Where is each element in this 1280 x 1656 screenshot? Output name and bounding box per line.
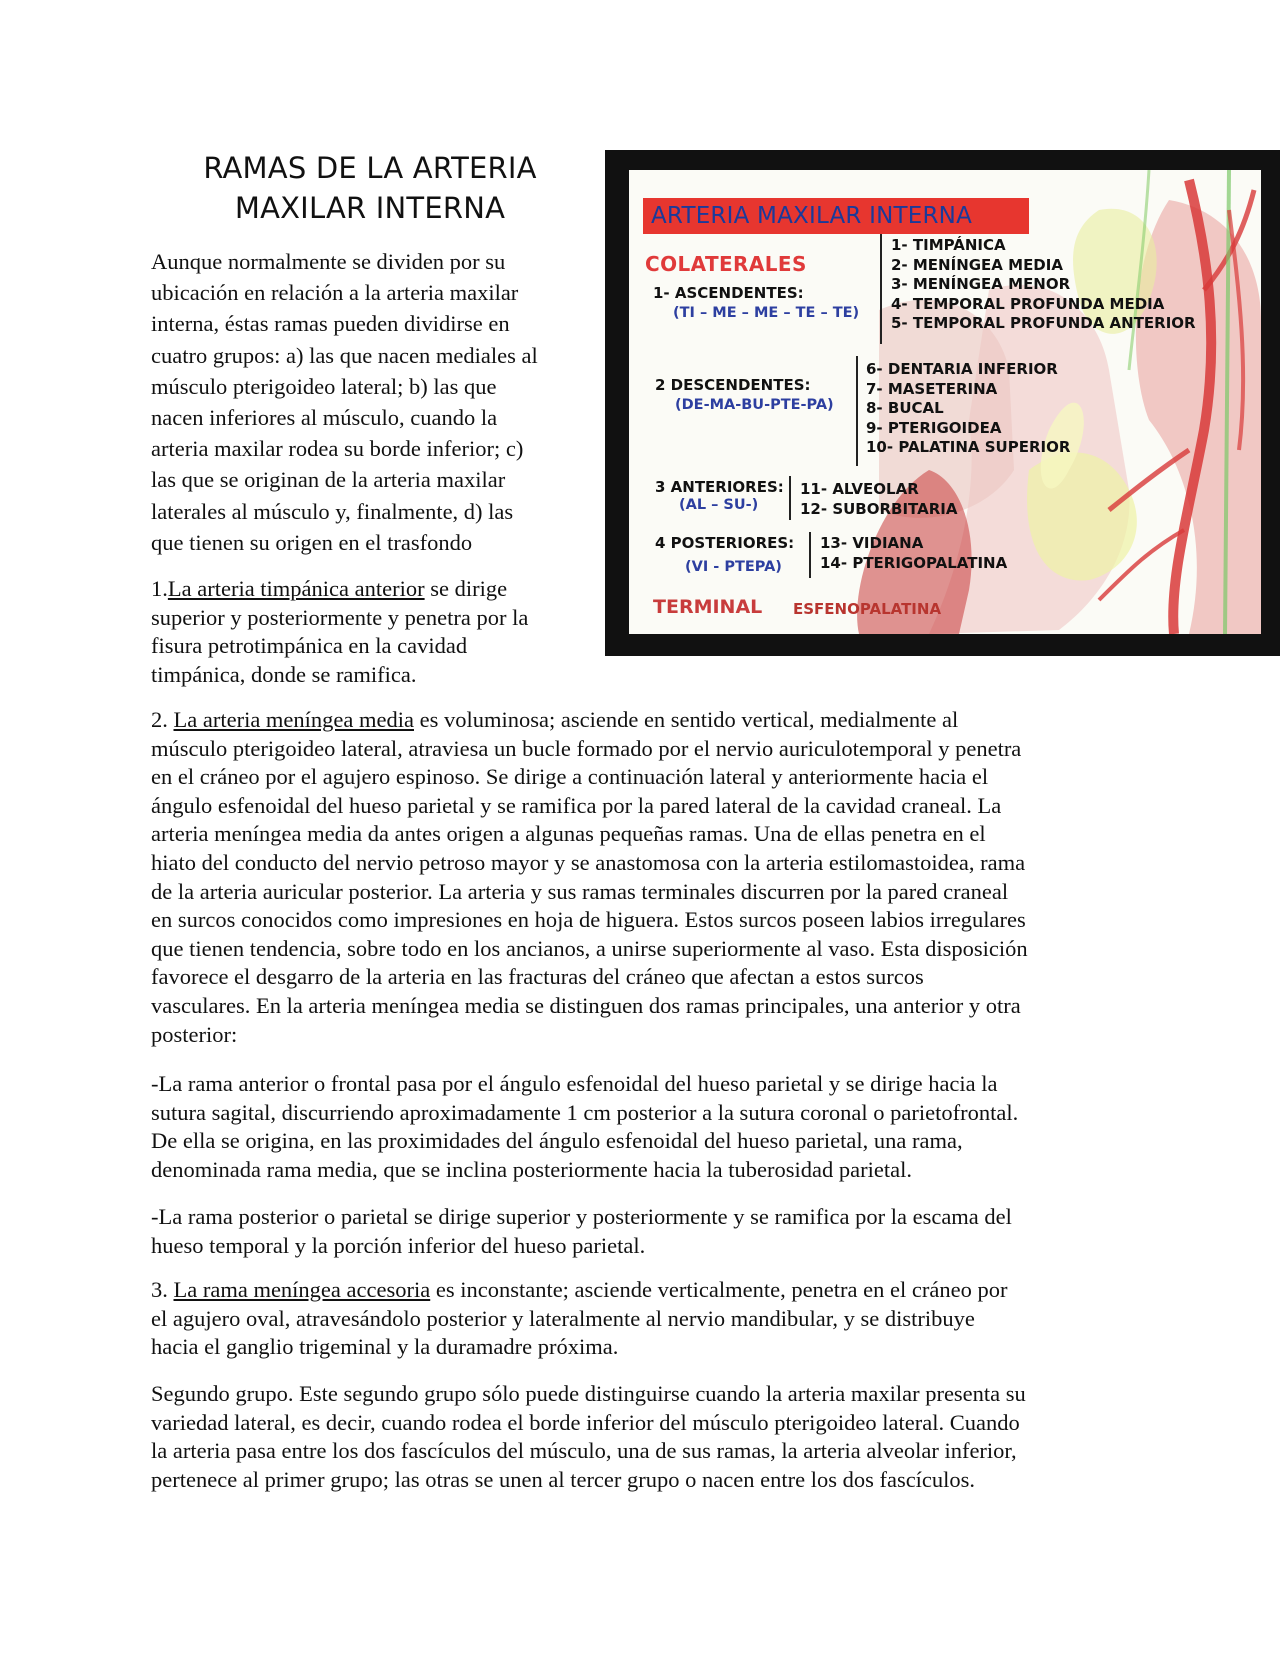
text-line: favorece el desgarro de la arteria en las fracturas del cráneo que afectan a estos surcos — [151, 964, 924, 990]
list-number: 2. — [151, 707, 174, 732]
branch-item: 8- BUCAL — [866, 399, 944, 417]
text-line: vasculares. En la arteria meníngea media se distinguen dos ramas principales, una anterior y otra — [151, 992, 1021, 1018]
paragraph-rama-anterior — [151, 1070, 1151, 1184]
descendentes-label: 2 DESCENDENTES: — [655, 376, 811, 394]
ascendentes-label: 1- ASCENDENTES: — [653, 284, 804, 302]
paragraph-segundo-grupo — [151, 1380, 1151, 1494]
text-line: fisura petrotimpánica en la cavidad — [151, 633, 468, 658]
text-line: -La rama posterior o parietal se dirige superior y posteriormente y se ramifica por la escama del — [151, 1204, 1012, 1229]
list-number: 3. — [151, 1277, 174, 1302]
text-line: Segundo grupo. Este segundo grupo sólo puede distinguirse cuando la arteria maxilar presenta su — [151, 1381, 1026, 1406]
text-line: superior y posteriormente y penetra por la — [151, 604, 529, 630]
branch-item: 2- MENÍNGEA MEDIA — [891, 255, 1063, 274]
colaterales-label: COLATERALES — [645, 252, 807, 276]
term-link: La arteria meníngea media — [173, 707, 414, 732]
text-line: en surcos conocidos como impresiones en hoja de higuera. Estos surcos poseen labios irregulares — [151, 907, 1026, 933]
text-line: cuatro grupos: a) las que nacen mediales al — [151, 342, 538, 368]
text-line: De ella se origina, en las proximidades del ángulo esfenoidal del hueso parietal, una rama, — [151, 1128, 963, 1154]
text-line — [151, 575, 591, 604]
text-line: músculo pterigoideo lateral, atraviesa un bucle formado por el nervio auriculotemporal y penetra — [151, 735, 1022, 761]
branch-item: 3- MENÍNGEA MENOR — [891, 275, 1071, 293]
text-line: el agujero oval, atravesándolo posterior y lateralmente al nervio mandibular, y se distribuye — [151, 1305, 975, 1331]
text-span: es inconstante; asciende verticalmente, penetra en el cráneo por — [430, 1277, 1008, 1302]
text-line: músculo pterigoideo lateral; b) las que — [151, 373, 497, 399]
text-line: sutura sagital, discurriendo aproximadamente 1 cm posterior a la sutura coronal o parietofrontal. — [151, 1099, 1019, 1125]
paragraph-meningea-media — [151, 706, 1151, 1049]
page-title — [150, 148, 590, 228]
ascendentes-abbr: (TI – ME – ME – TE – TE) — [673, 305, 860, 321]
text-line: hacia el ganglio trigeminal y la duramadre próxima. — [151, 1334, 619, 1360]
branch-list — [800, 480, 957, 519]
intro-paragraph — [151, 246, 591, 558]
text-line: laterales al músculo y, finalmente, d) las — [151, 498, 514, 524]
paragraph-timpanica — [151, 575, 591, 689]
text-line: Aunque normalmente se dividen por su — [151, 249, 506, 274]
descendentes-abbr: (DE-MA-BU-PTE-PA) — [675, 397, 834, 413]
terminal-label: TERMINAL — [653, 596, 763, 618]
text-line: en el cráneo por el agujero espinoso. Se dirige a continuación lateral y anteriormente hacia el — [151, 764, 989, 790]
text-line: las que se originan de la arteria maxilar — [151, 467, 506, 493]
text-line: posterior: — [151, 1021, 238, 1047]
anatomy-figure — [605, 150, 1280, 656]
figure-header: ARTERIA MAXILAR INTERNA — [643, 198, 1029, 234]
branch-item: 4- TEMPORAL PROFUNDA MEDIA — [891, 294, 1165, 313]
branch-item: 6- DENTARIA INFERIOR — [866, 360, 1058, 378]
text-line: arteria meníngea media da antes origen a algunas pequeñas ramas. Una de ellas penetra en el — [151, 821, 986, 847]
text-line: la arteria pasa entre los dos fascículos del músculo, una de sus ramas, la arteria alveolar inferior, — [151, 1438, 1017, 1464]
terminal-value: ESFENOPALATINA — [793, 600, 942, 618]
group-divider — [789, 476, 791, 520]
text-span: se dirige — [424, 576, 508, 601]
text-span: es voluminosa; asciende en sentido vertical, medialmente al — [414, 707, 959, 732]
group-divider — [856, 356, 858, 466]
text-line: hiato del conducto del nervio petroso mayor y se anastomosa con la arteria estilomastoidea, rama — [151, 849, 1026, 875]
text-line — [151, 706, 1151, 735]
branch-item: 12- SUBORBITARIA — [800, 499, 958, 518]
text-line: nacen inferiores al músculo, cuando la — [151, 405, 498, 431]
text-line: variedad lateral, es decir, cuando rodea el borde inferior del músculo pterigoideo lateral. Cuando — [151, 1409, 1020, 1435]
text-line: arteria maxilar rodea su borde inferior; c) — [151, 436, 524, 462]
list-number: 1. — [151, 576, 168, 601]
branch-item: 9- PTERIGOIDEA — [866, 418, 1002, 437]
anteriores-label: 3 ANTERIORES: — [655, 478, 784, 496]
posteriores-label: 4 POSTERIORES: — [655, 534, 795, 552]
title-line: MAXILAR INTERNA — [234, 191, 506, 225]
term-link: La rama meníngea accesoria — [173, 1277, 431, 1302]
text-line: hueso temporal y la porción inferior del hueso parietal. — [151, 1232, 646, 1258]
paragraph-meningea-accesoria — [151, 1276, 1151, 1362]
branch-item: 5- TEMPORAL PROFUNDA ANTERIOR — [891, 314, 1196, 332]
text-line: timpánica, donde se ramifica. — [151, 661, 417, 687]
branch-item: 13- VIDIANA — [820, 534, 924, 552]
text-line: ángulo esfenoidal del hueso parietal y se ramifica por la pared lateral de la cavidad craneal. La — [151, 792, 1002, 818]
text-line — [151, 1276, 1151, 1305]
text-line: interna, éstas ramas pueden dividirse en — [151, 311, 510, 337]
branch-item: 10- PALATINA SUPERIOR — [866, 438, 1071, 456]
branch-list — [820, 534, 1007, 573]
title-line: RAMAS DE LA ARTERIA — [203, 151, 537, 185]
branch-item: 11- ALVEOLAR — [800, 480, 919, 498]
term-link: La arteria timpánica anterior — [167, 576, 425, 601]
text-line: pertenece al primer grupo; las otras se unen al tercer grupo o nacen entre los dos fascículos. — [151, 1466, 976, 1492]
branch-list — [891, 236, 1196, 334]
anteriores-abbr: (AL – SU-) — [679, 497, 759, 513]
group-divider — [809, 532, 811, 578]
text-line: de la arteria auricular posterior. La arteria y sus ramas terminales discurren por la pared craneal — [151, 878, 1009, 904]
text-line: ubicación en relación a la arteria maxilar — [151, 280, 519, 306]
branch-item: 14- PTERIGOPALATINA — [820, 553, 1008, 572]
posteriores-abbr: (VI - PTEPA) — [685, 559, 782, 575]
text-line: -La rama anterior o frontal pasa por el ángulo esfenoidal del hueso parietal y se dirige hacia la — [151, 1071, 998, 1096]
text-line: que tienen tendencia, sobre todo en los ancianos, a unirse superiormente al vaso. Esta disposición — [151, 935, 1028, 961]
group-divider — [880, 234, 882, 344]
paragraph-rama-posterior — [151, 1203, 1151, 1260]
branch-item: 7- MASETERINA — [866, 379, 998, 398]
figure-panel — [629, 170, 1261, 634]
text-line: que tienen su origen en el trasfondo — [151, 529, 473, 555]
branch-list — [866, 360, 1070, 458]
text-line: denominada rama media, que se inclina posteriormente hacia la tuberosidad parietal. — [151, 1156, 912, 1182]
branch-item: 1- TIMPÁNICA — [891, 236, 1006, 254]
